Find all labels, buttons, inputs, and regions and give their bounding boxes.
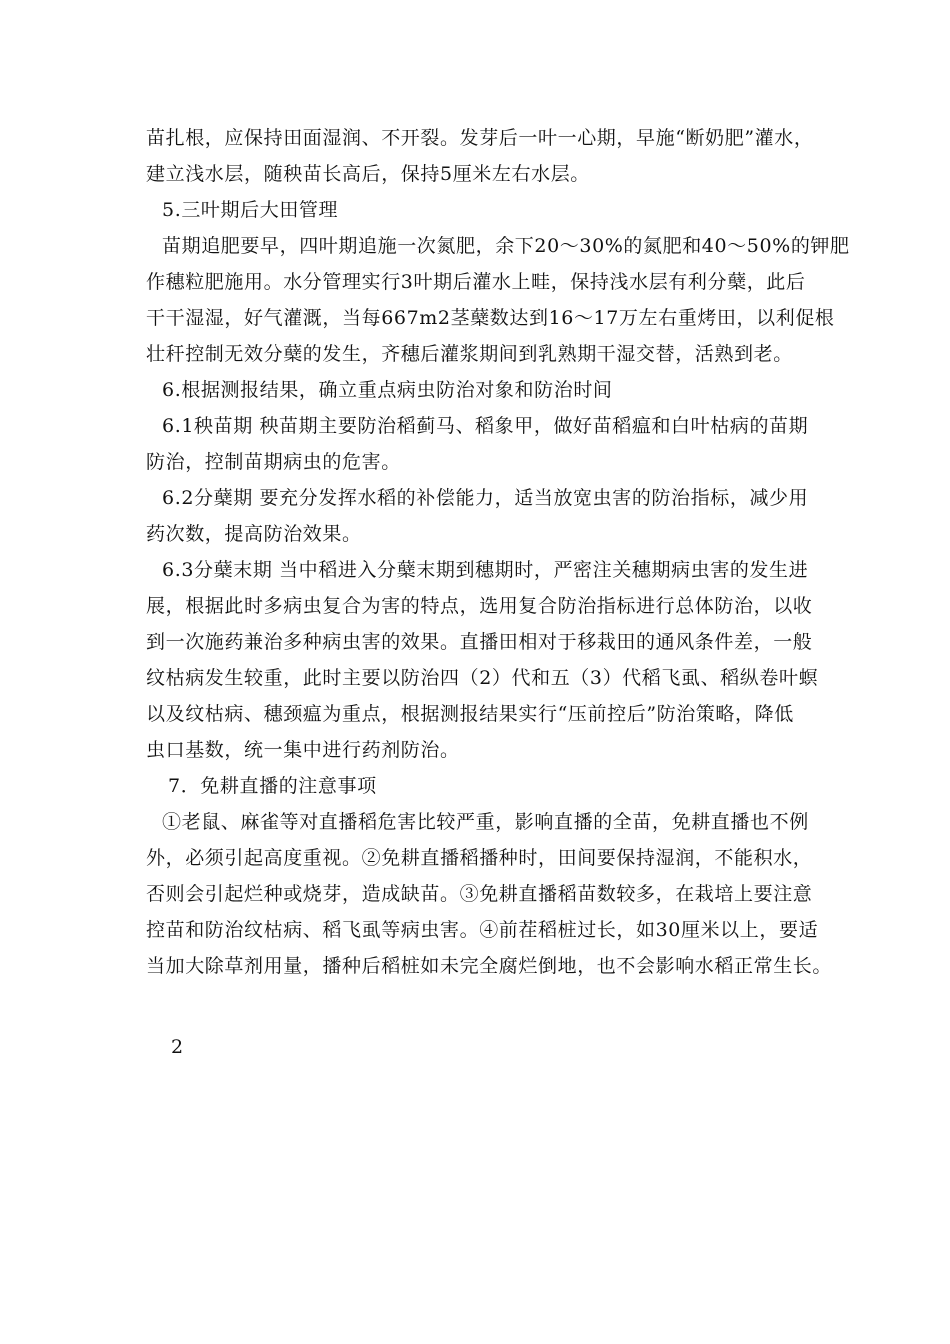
paragraph-line: 药次数，提高防治效果。 [146, 523, 362, 545]
paragraph-line: 纹枯病发生较重，此时主要以防治四（2）代和五（3）代稻飞虱、稻纵卷叶螟 [146, 667, 819, 689]
paragraph-line: 虫口基数，统一集中进行药剂防治。 [146, 739, 460, 761]
paragraph-line: 当加大除草剂用量，播种后稻桩如未完全腐烂倒地，也不会影响水稻正常生长。 [146, 955, 833, 977]
section-heading: 6.根据测报结果，确立重点病虫防治对象和防治时间 [162, 379, 613, 401]
paragraph-line: 到一次施药兼治多种病虫害的效果。直播田相对于移栽田的通风条件差，一般 [146, 631, 813, 653]
paragraph-line: 6.2分蘖期 要充分发挥水稻的补偿能力，适当放宽虫害的防治指标，减少用 [162, 487, 809, 509]
paragraph-line: 以及纹枯病、穗颈瘟为重点，根据测报结果实行“压前控后”防治策略，降低 [146, 703, 794, 725]
paragraph-line: 防治，控制苗期病虫的危害。 [146, 451, 401, 473]
section-heading: 7．免耕直播的注意事项 [168, 775, 377, 797]
paragraph-line: 作穗粒肥施用。水分管理实行3叶期后灌水上畦，保持浅水层有利分蘖，此后 [146, 271, 806, 293]
paragraph-line: 外，必须引起高度重视。②免耕直播稻播种时，田间要保持湿润，不能积水， [146, 847, 813, 869]
paragraph-line: ①老鼠、麻雀等对直播稻危害比较严重，影响直播的全苗，免耕直播也不例 [162, 811, 809, 833]
paragraph-line: 苗期追肥要早，四叶期追施一次氮肥，余下20～30%的氮肥和40～50%的钾肥 [162, 235, 850, 257]
paragraph-line: 6.1秧苗期 秧苗期主要防治稻蓟马、稻象甲，做好苗稻瘟和白叶枯病的苗期 [162, 415, 809, 437]
paragraph-line: 否则会引起烂种或烧芽，造成缺苗。③免耕直播稻苗数较多，在栽培上要注意 [146, 883, 813, 905]
paragraph-line: 展，根据此时多病虫复合为害的特点，选用复合防治指标进行总体防治，以收 [146, 595, 813, 617]
page-number: 2 [171, 1036, 184, 1058]
paragraph-line: 壮秆控制无效分蘖的发生，齐穗后灌浆期间到乳熟期干湿交替，活熟到老。 [146, 343, 793, 365]
paragraph-line: 6.3分蘖末期 当中稻进入分蘖末期到穗期时，严密注关穗期病虫害的发生进 [162, 559, 809, 581]
paragraph-line: 苗扎根，应保持田面湿润、不开裂。发芽后一叶一心期，早施“断奶肥”灌水， [146, 127, 814, 149]
section-heading: 5.三叶期后大田管理 [162, 199, 339, 221]
paragraph-line: 建立浅水层，随秧苗长高后，保持5厘米左右水层。 [146, 163, 590, 185]
paragraph-line: 控苗和防治纹枯病、稻飞虱等病虫害。④前茬稻桩过长，如30厘米以上，要适 [146, 919, 819, 941]
paragraph-line: 干干湿湿，好气灌溉，当每667m2茎蘖数达到16～17万左右重烤田，以利促根 [146, 307, 835, 329]
